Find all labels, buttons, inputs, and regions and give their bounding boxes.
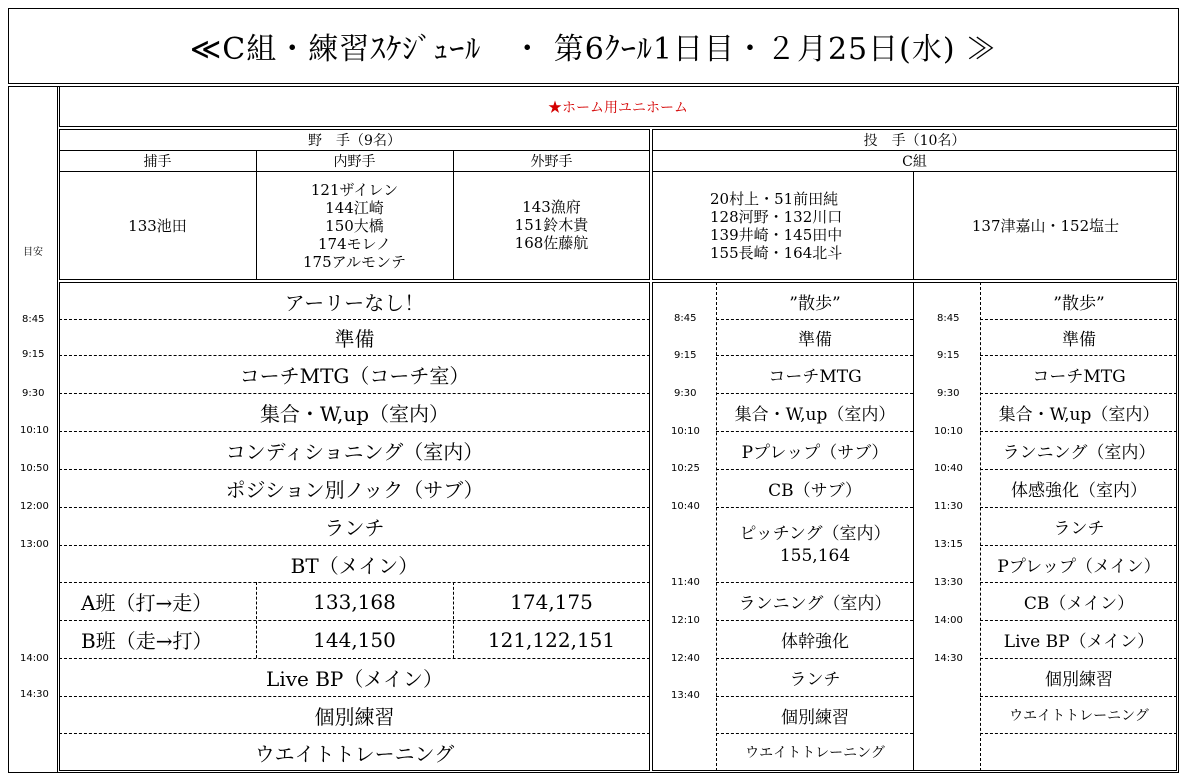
player-pair: 20村上・51前田純 [710,189,839,208]
pitcher-group-header: C組 [902,153,927,170]
divider [980,733,1177,734]
fielder-slot: コーチMTG（コーチ室） [239,364,470,388]
pitcher-a-slot: ピッチング（室内） [739,524,891,544]
pitcher-b-slot: ”散歩” [1053,293,1105,314]
time-label: 9:30 [22,388,45,399]
time-label: 9:15 [674,350,697,361]
group-b-batch-2: 121,122,151 [487,627,616,652]
pitcher-b-slot: コーチMTG [1032,367,1126,387]
time-label: 12:40 [671,653,700,664]
pitcher-list-b [914,172,1177,279]
player-name: 121ザイレン [310,180,399,199]
catcher-list [59,172,256,279]
pitcher-b-slot: ランニング（室内） [1002,443,1156,463]
pitcher-b-slot: Pプレップ（メイン） [997,556,1161,577]
time-label: 14:30 [934,653,963,664]
divider [913,282,914,771]
catcher-column-header: 捕手 [143,153,172,170]
group-a-batch-1: 133,168 [313,589,396,614]
fielder-slot: 個別練習 [314,704,395,729]
pitcher-b-slot: 準備 [1062,330,1096,350]
pitcher-b-slot: 集合・W,up（室内） [998,405,1160,425]
time-label: 8:45 [674,313,697,324]
infielder-column-header: 内野手 [333,153,376,170]
pitcher-a-slot: CB（サブ） [768,481,862,501]
player-name: 168佐藤航 [514,234,589,252]
fielder-slot: アーリーなし！ [284,290,425,315]
time-label: 9:30 [674,388,697,399]
fielder-slot: ウエイトトレーニング [254,741,455,766]
time-label: 8:45 [937,313,960,324]
time-label: 14:30 [20,689,49,700]
guide-label: 目安 [23,247,43,258]
pitcher-a-slot: Pプレップ（サブ） [741,443,889,463]
pitcher-a-slot: ”散歩” [789,293,841,314]
infielder-list [256,172,453,279]
time-label: 12:00 [20,501,49,512]
player-pair: 137津嘉山・152塩士 [971,217,1120,235]
player-pair: 139井崎・145田中 [710,225,843,244]
fielder-slot: ポジション別ノック（サブ） [225,478,484,502]
fielder-slot: 集合・W,up（室内） [259,402,450,426]
uniform-note: ★ホーム用ユニホーム [59,86,1177,127]
time-label: 9:15 [22,349,45,360]
outfielder-column-header: 外野手 [530,153,573,170]
pitcher-a-slot: 体幹強化 [781,632,849,652]
time-label: 14:00 [20,653,49,664]
fielder-slot: BT（メイン） [290,553,419,578]
time-label: 10:10 [934,426,963,437]
pitcher-a-slot: 個別練習 [781,707,849,728]
time-label: 10:50 [20,463,49,474]
time-column-divider [57,86,58,773]
time-label: 10:25 [671,463,700,474]
pitcher-a-slot: 準備 [798,330,832,350]
group-a-label: A班（打→走） [81,591,213,615]
pitcher-b-slot: CB（メイン） [1023,594,1135,614]
fielder-slot: Live BP（メイン） [266,667,443,691]
player-name: 174モレノ [317,234,392,253]
time-label: 13:40 [671,690,700,701]
pitcher-b-slot: 個別練習 [1045,670,1113,690]
fielder-slot: 準備 [334,327,375,351]
time-label: 12:10 [671,615,700,626]
outfielder-list [453,172,650,279]
player-name: 143漁府 [522,198,581,216]
player-name: 151鈴木貴 [514,216,589,234]
time-label: 13:30 [934,577,963,588]
time-label: 14:00 [934,615,963,626]
player-pair: 128河野・132川口 [710,207,843,226]
time-label: 13:15 [934,539,963,550]
pitcher-b-slot: ランチ [1053,519,1105,539]
time-label: 11:30 [934,501,963,512]
pitchers-header: 投 手（10名） [863,132,966,149]
time-label: 9:15 [937,350,960,361]
pitcher-a-slot: ウエイトトレーニング [745,745,885,761]
fielders-header: 野 手（9名） [308,132,401,149]
time-label: 10:40 [671,501,700,512]
player-pair: 155長崎・164北斗 [710,243,843,262]
pitcher-b-slot: ウエイトトレーニング [1009,708,1149,724]
pitcher-list-a [652,172,913,279]
time-label: 9:30 [937,388,960,399]
group-b-label: B班（走→打） [81,629,213,653]
pitcher-a-slot-detail: 155,164 [779,546,851,566]
time-label: 10:40 [934,463,963,474]
group-b-batch-1: 144,150 [313,627,396,652]
player-name: 175アルモンテ [302,252,407,271]
fielder-slot: コンディショニング（室内） [225,440,484,464]
pitcher-a-slot: ランニング（室内） [738,594,892,614]
group-a-batch-2: 174,175 [510,589,593,614]
page-title: ≪C組・練習ｽｹｼﾞｭｰﾙ ・ 第6ｸｰﾙ1日目・２月25日(水) ≫ [8,8,1179,84]
pitcher-b-slot: Live BP（メイン） [1003,632,1155,652]
time-label: 10:10 [20,425,49,436]
player-name: 133池田 [128,217,187,235]
time-label: 10:10 [671,426,700,437]
pitcher-a-pitching [717,508,913,582]
time-label: 13:00 [20,539,49,550]
pitcher-a-slot: ランチ [789,670,841,690]
player-name: 150大橋 [325,216,384,235]
pitcher-a-slot: 集合・W,up（室内） [734,405,896,425]
player-name: 144江崎 [325,198,384,217]
time-label: 11:40 [671,577,700,588]
pitcher-b-slot: 体感強化（室内） [1011,481,1147,501]
fielder-slot: ランチ [324,516,385,540]
pitcher-a-slot: コーチMTG [768,367,862,387]
time-label: 8:45 [22,314,45,325]
